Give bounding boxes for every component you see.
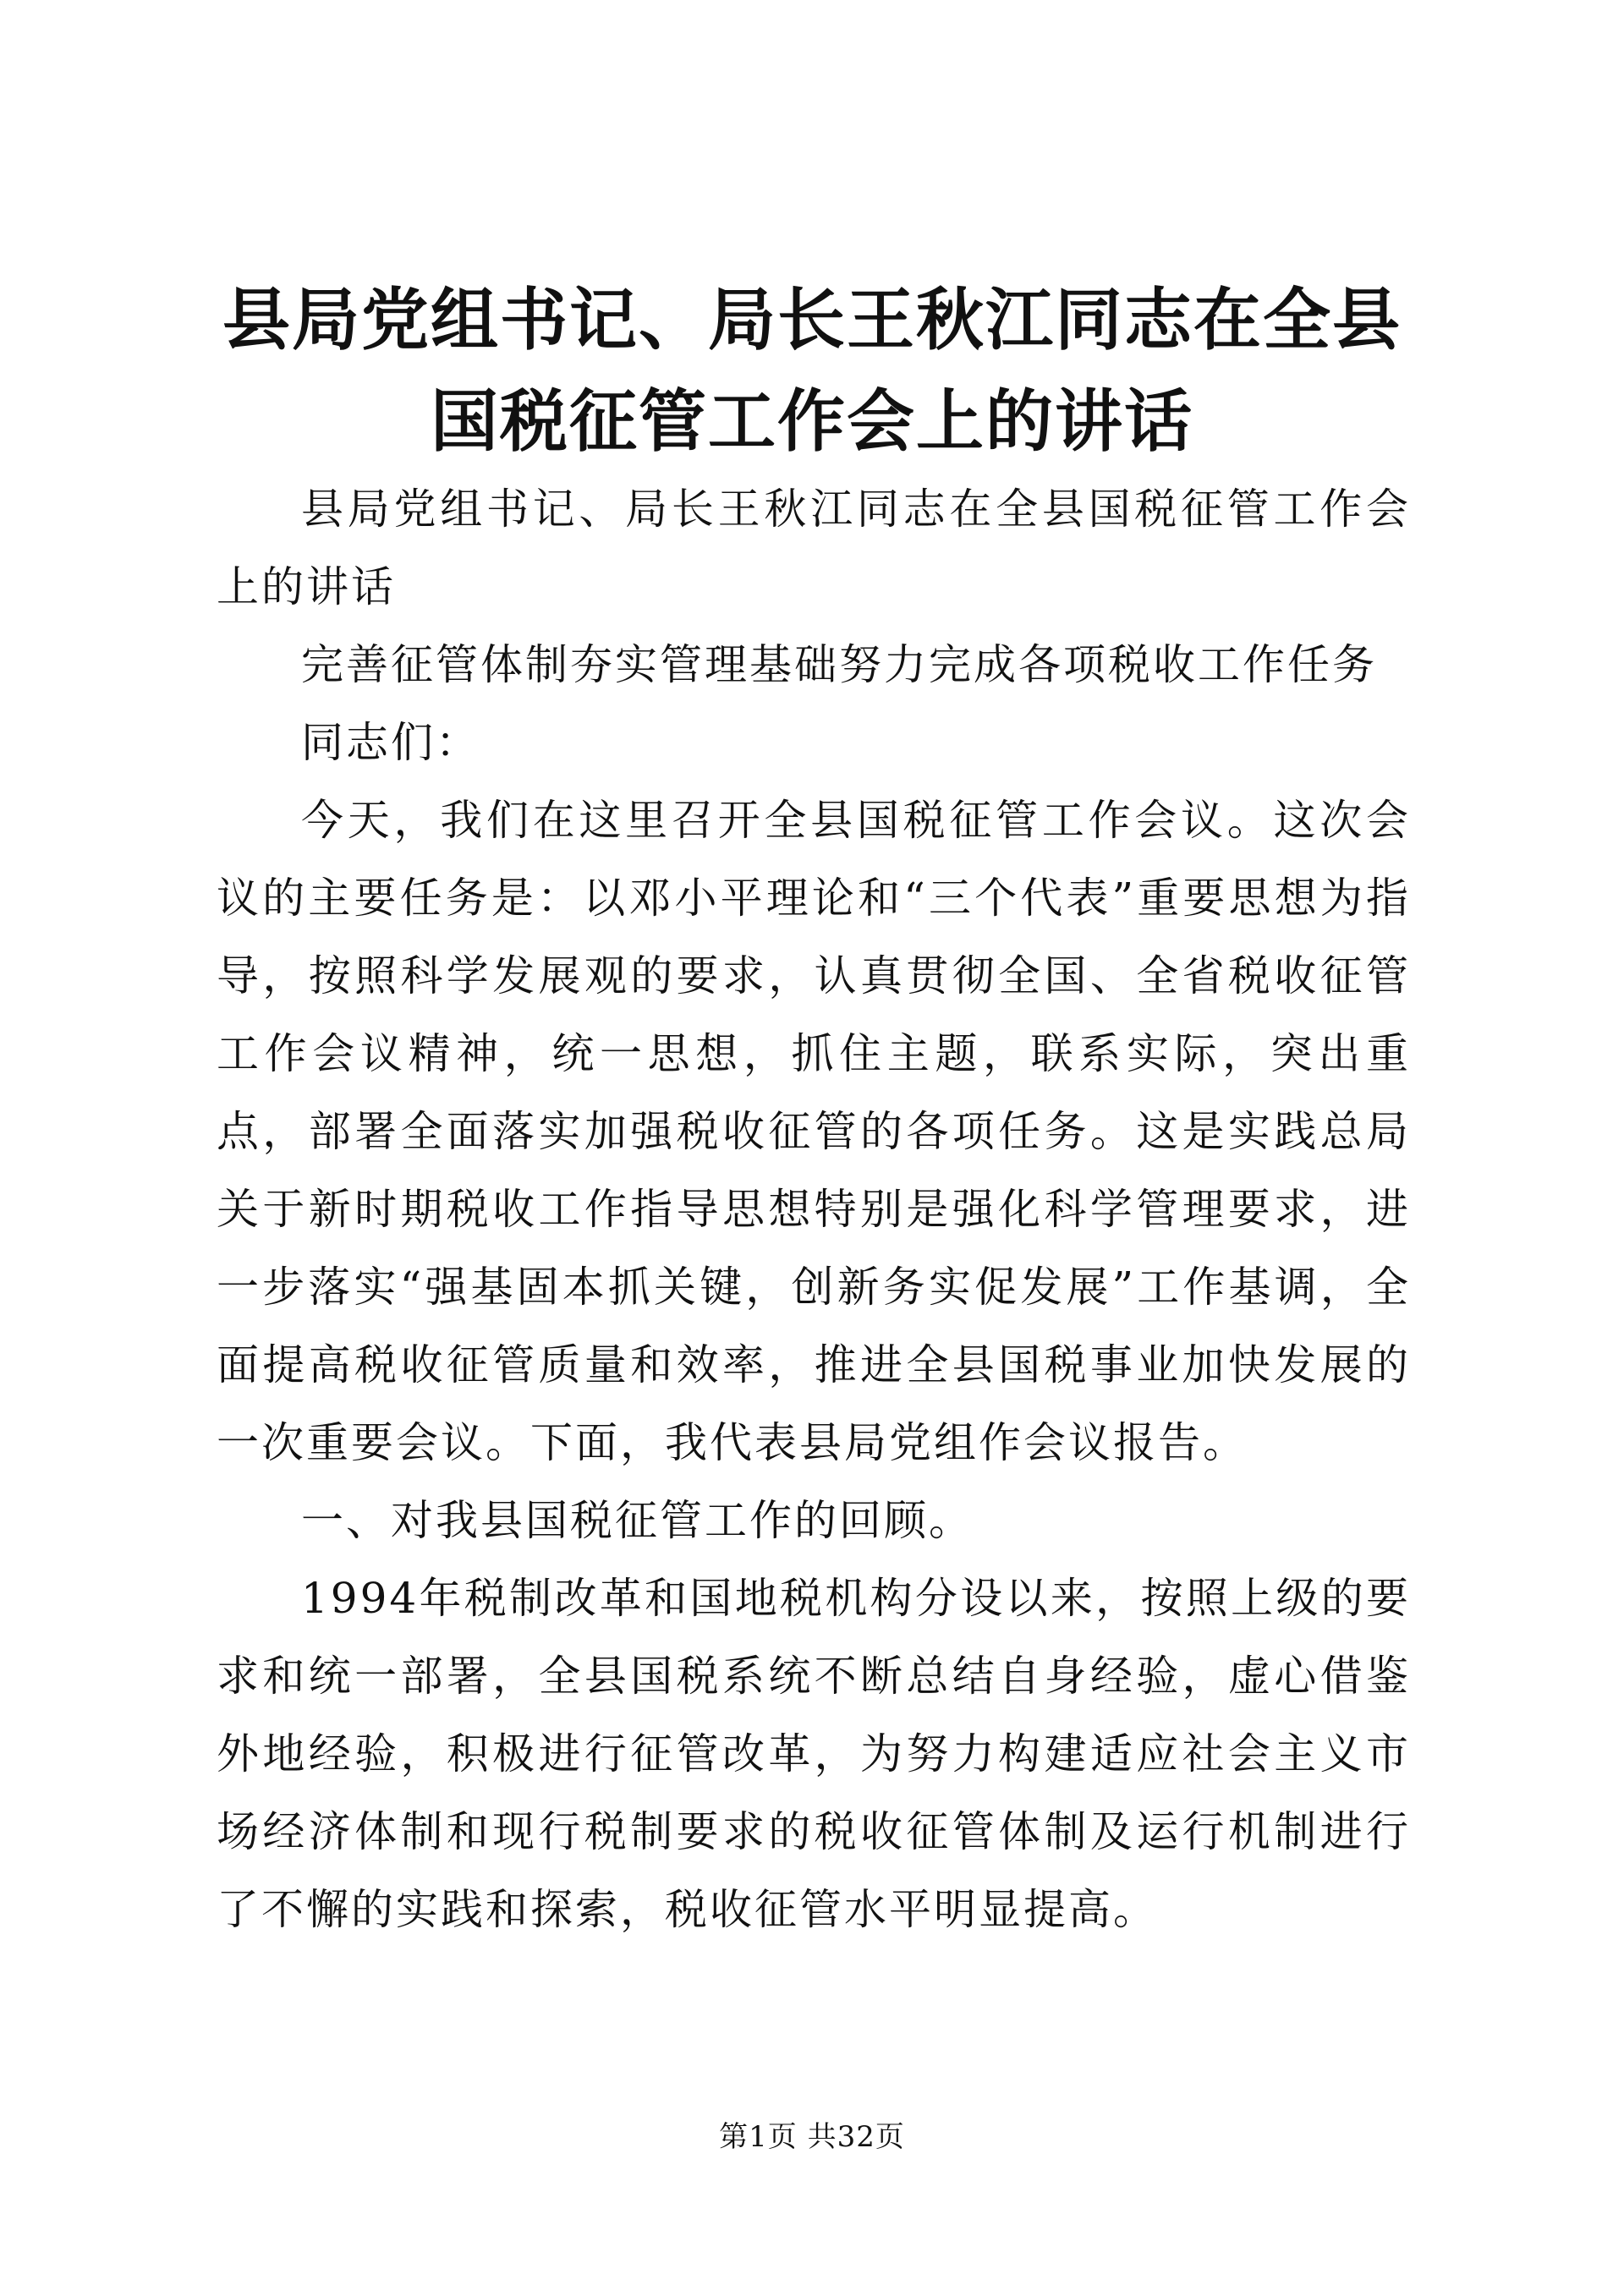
paragraph-salutation: 同志们： xyxy=(301,718,480,767)
document-title: 县局党组书记、局长王秋江同志在全县国税征管工作会上的讲话 xyxy=(222,280,1402,461)
document-body xyxy=(217,470,1411,1948)
paragraph-subtitle: 完善征管体制夯实管理基础努力完成各项税收工作任务 xyxy=(301,640,1377,689)
paragraph-heading-repeat: 县局党组书记、局长王秋江同志在全县国税征管工作会上的讲话 xyxy=(217,485,1411,611)
paragraph-opening: 今天，我们在这里召开全县国税征管工作会议。这次会议的主要任务是：以邓小平理论和“三个代表”重要思想为指导，按照科学发展观的要求，认真贯彻全国、全省税收征管工作会议精神，统一思想，抓住主题，联系实际，突出重点，部署全面落实加强税收征管的各项任务。这是实践总局关于新时期税收工作指导思想特别是强化科学管理要求，进一步落实“强基固本抓关键，创新务实促发展”工作基调，全面提高税收征管质量和效率，推进全县国税事业加快发展的一次重要会议。下面，我代表县局党组作会议报告。 xyxy=(217,796,1411,1467)
page-number-footer: 第1页 共32页 xyxy=(719,2120,905,2154)
paragraph-section-heading: 一、对我县国税征管工作的回顾。 xyxy=(301,1496,974,1545)
paragraph-review: 1994年税制改革和国地税机构分设以来，按照上级的要求和统一部署，全县国税系统不断总结自身经验，虚心借鉴外地经验，积极进行征管改革，为努力构建适应社会主义市场经济体制和现行税制要求的税收征管体制及运行机制进行了不懈的实践和探索，税收征管水平明显提高。 xyxy=(217,1574,1411,1934)
